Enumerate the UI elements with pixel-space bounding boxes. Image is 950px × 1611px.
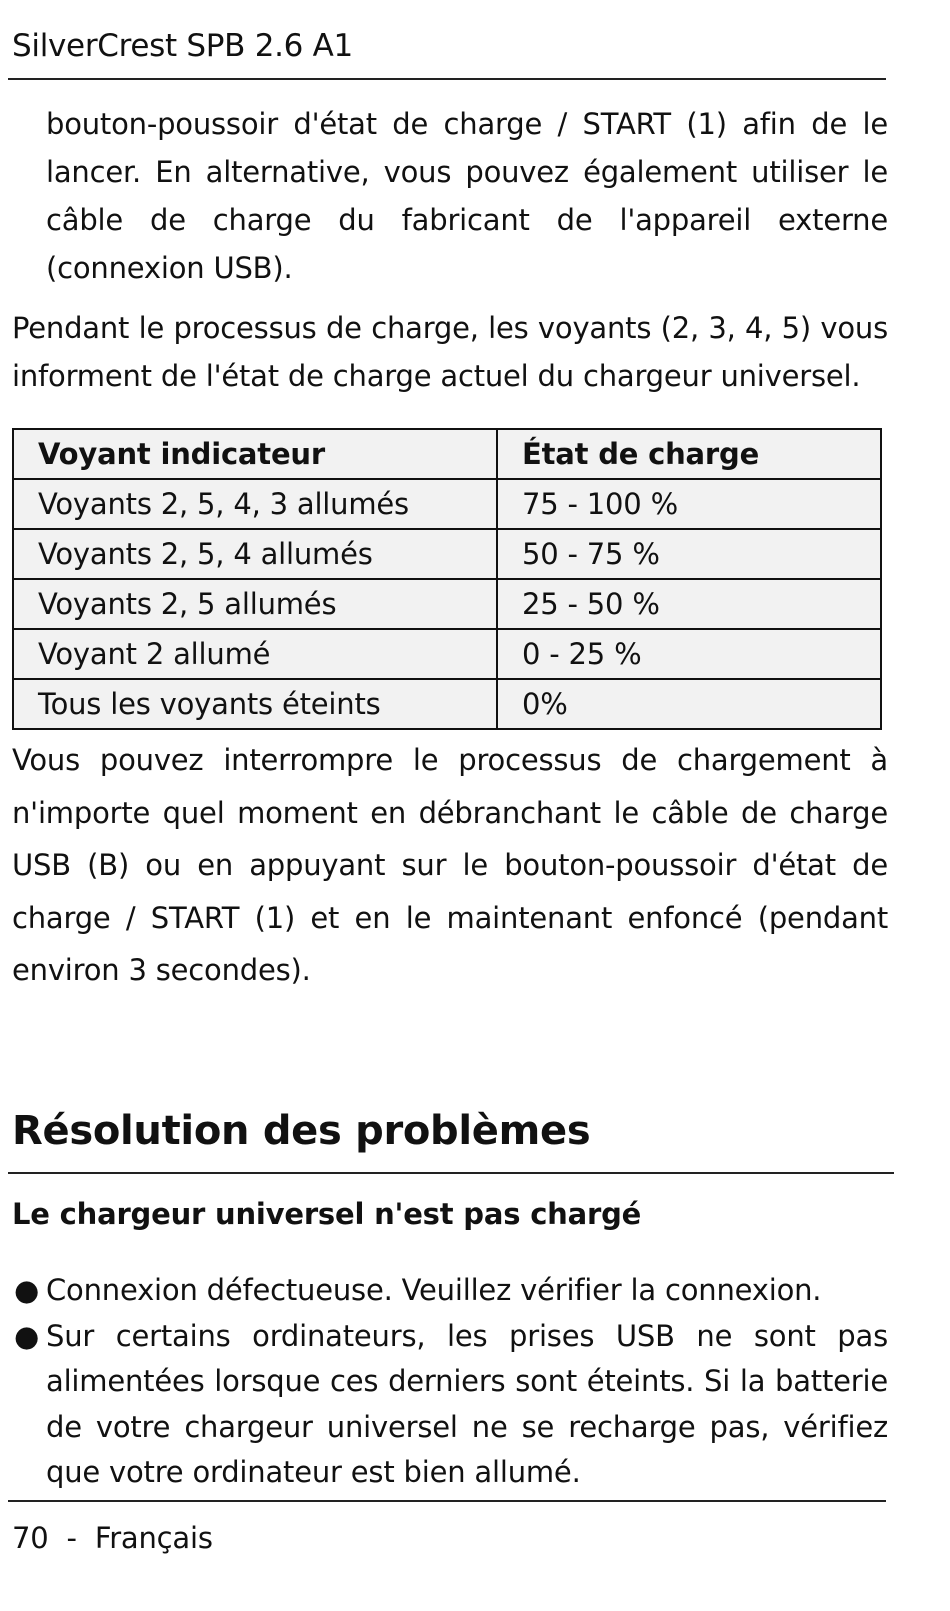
subsection-title: Le chargeur universel n'est pas chargé (12, 1197, 642, 1231)
list-item (0, 1314, 888, 1496)
page-header-title: SilverCrest SPB 2.6 A1 (12, 28, 353, 64)
table-row (13, 529, 881, 579)
interrupt-charging-paragraph: Vous pouvez interrompre le processus de chargement à n'importe quel moment en débranchant le câble de charge USB (B) ou en appuyant sur le bouton-poussoir d'état de charge / START (1) et en le maintenant enfoncé (pendant environ 3 secondes). (12, 743, 888, 987)
table-header-indicator: Voyant indicateur (13, 429, 497, 479)
table-cell-indicator: Voyant 2 allumé (13, 629, 497, 679)
table-row (13, 579, 881, 629)
list-item-text: Sur certains ordinateurs, les prises USB ne sont pas alimentées lorsque ces derniers sont éteints. Si la batterie de votre chargeur universel ne se recharge pas, vérifiez que votre ordinateur est bien allumé. (46, 1318, 888, 1489)
charging-status-paragraph: Pendant le processus de charge, les voyants (2, 3, 4, 5) vous informent de l'état de charge actuel du chargeur universel. (12, 311, 888, 393)
table-cell-charge-state: 25 - 50 % (497, 579, 881, 629)
bullet-icon: ● (14, 1318, 40, 1353)
header-divider (8, 78, 886, 80)
table-cell-indicator: Voyants 2, 5, 4 allumés (13, 529, 497, 579)
table-cell-charge-state: 75 - 100 % (497, 479, 881, 529)
table-row (13, 679, 881, 729)
section-divider (8, 1172, 894, 1174)
list-item-text: Connexion défectueuse. Veuillez vérifier la connexion. (46, 1273, 822, 1307)
intro-paragraph: bouton-poussoir d'état de charge / START (1) afin de le lancer. En alternative, vous pouvez également utiliser le câble de charge du fabricant de l'appareil externe (connexion USB). (46, 107, 888, 285)
table-header-row (13, 429, 881, 479)
bullet-icon: ● (14, 1273, 40, 1307)
table-cell-indicator: Voyants 2, 5, 4, 3 allumés (13, 479, 497, 529)
table-cell-charge-state: 50 - 75 % (497, 529, 881, 579)
table-cell-indicator: Voyants 2, 5 allumés (13, 579, 497, 629)
table-row (13, 479, 881, 529)
troubleshooting-list (0, 1268, 888, 1496)
section-title: Résolution des problèmes (12, 1108, 591, 1154)
table-row (13, 629, 881, 679)
table-cell-indicator: Tous les voyants éteints (13, 679, 497, 729)
list-item (0, 1268, 888, 1314)
page-footer: 70 - Français (12, 1521, 213, 1555)
footer-divider (8, 1500, 886, 1502)
table-cell-charge-state: 0 - 25 % (497, 629, 881, 679)
table-header-charge-state: État de charge (497, 429, 881, 479)
charge-status-table (12, 428, 882, 730)
table-cell-charge-state: 0% (497, 679, 881, 729)
